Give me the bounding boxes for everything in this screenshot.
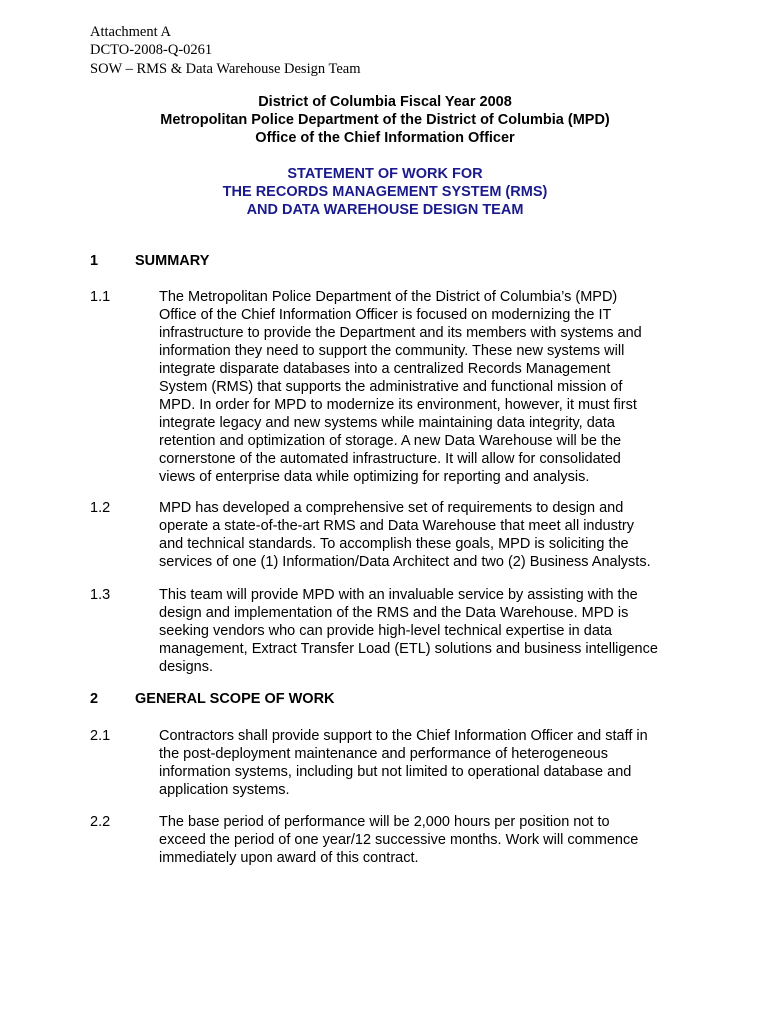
paragraph-line: integrate disparate databases into a centralized Records Management [159,361,611,377]
paragraph-line: integrate legacy and new systems while maintaining data integrity, data [159,415,615,431]
sow-title-line-2: THE RECORDS MANAGEMENT SYSTEM (RMS) [222,184,548,200]
paragraph-line: cornerstone of the automated infrastructure. It will allow for consolidated [159,451,621,467]
paragraph-line: MPD has developed a comprehensive set of requirements to design and [159,500,624,516]
paragraph-number: 2.2 [90,814,111,830]
paragraph-number: 1.2 [90,500,111,516]
paragraph-line: System (RMS) that supports the administrative and functional mission of [159,379,623,395]
paragraph-line: retention and optimization of storage. A new Data Warehouse will be the [159,433,622,449]
fiscal-year-title: District of Columbia Fiscal Year 2008 [258,94,512,110]
paragraph-2-1 [159,727,699,799]
paragraph-number: 2.1 [90,728,111,744]
paragraph-line: infrastructure to provide the Department and its members with systems and [159,325,642,341]
paragraph-line: designs. [159,659,214,675]
paragraph-number: 1.1 [90,289,111,305]
paragraph-2-2 [159,813,699,867]
paragraph-line: The base period of performance will be 2,000 hours per position not to [159,814,610,830]
paragraph-line: information they need to support the community. These new systems will [159,343,625,359]
paragraph-line: MPD. In order for MPD to modernize its environment, however, it must first [159,397,637,413]
paragraph-line: The Metropolitan Police Department of the District of Columbia’s (MPD) [159,289,618,305]
office-title: Office of the Chief Information Officer [255,130,515,146]
paragraph-number: 1.3 [90,587,111,603]
paragraph-line: operate a state-of-the-art RMS and Data Warehouse that meet all industry [159,518,634,534]
paragraph-line: services of one (1) Information/Data Architect and two (2) Business Analysts. [159,554,651,570]
paragraph-line: management, Extract Transfer Load (ETL) solutions and business intelligence [159,641,658,657]
paragraph-line: application systems. [159,782,290,798]
paragraph-1-2 [159,499,699,571]
attachment-label: Attachment A [90,24,171,40]
paragraph-1-1 [159,288,699,486]
paragraph-line: and technical standards. To accomplish these goals, MPD is soliciting the [159,536,629,552]
paragraph-line: Office of the Chief Information Officer is focused on modernizing the IT [159,307,612,323]
solicitation-number: DCTO-2008-Q-0261 [90,42,213,58]
sow-title-line-3: AND DATA WAREHOUSE DESIGN TEAM [246,202,524,218]
sow-title-line-1: STATEMENT OF WORK FOR [287,166,483,182]
paragraph-line: exceed the period of one year/12 successive months. Work will commence [159,832,639,848]
paragraph-1-3 [159,586,699,676]
paragraph-line: the post-deployment maintenance and performance of heterogeneous [159,746,608,762]
section-title-scope: GENERAL SCOPE OF WORK [135,691,335,707]
paragraph-line: seeking vendors who can provide high-level technical expertise in data [159,623,612,639]
paragraph-line: information systems, including but not limited to operational database and [159,764,632,780]
section-number: 2 [90,691,99,707]
department-title: Metropolitan Police Department of the District of Columbia (MPD) [160,112,610,128]
section-number: 1 [90,253,99,269]
paragraph-line: design and implementation of the RMS and the Data Warehouse. MPD is [159,605,629,621]
paragraph-line: views of enterprise data while optimizing for reporting and analysis. [159,469,590,485]
section-title-summary: SUMMARY [135,253,210,269]
paragraph-line: immediately upon award of this contract. [159,850,419,866]
paragraph-line: Contractors shall provide support to the Chief Information Officer and staff in [159,728,648,744]
paragraph-line: This team will provide MPD with an invaluable service by assisting with the [159,587,638,603]
sow-team-label: SOW – RMS & Data Warehouse Design Team [90,61,361,77]
